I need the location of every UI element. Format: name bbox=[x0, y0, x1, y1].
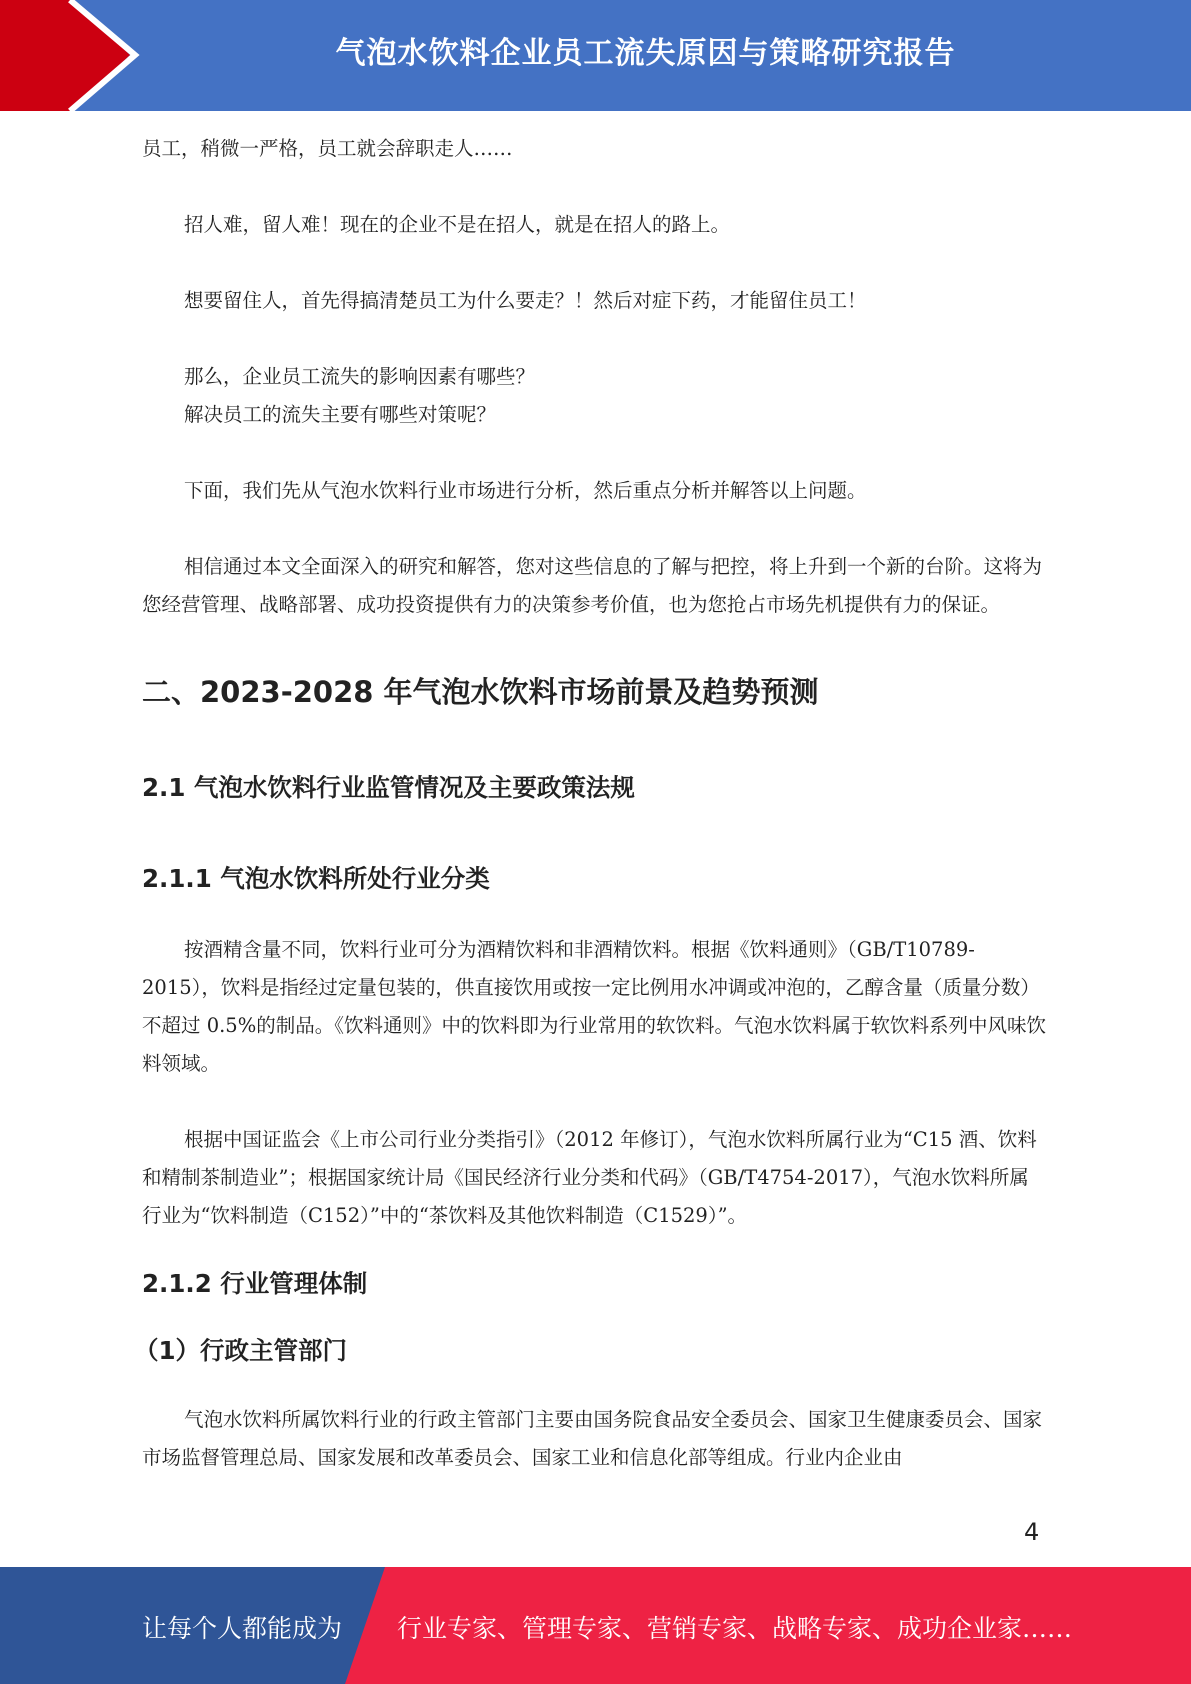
paragraph: 气泡水饮料所属饮料行业的行政主管部门主要由国务院食品安全委员会、国家卫生健康委员会、国家市场监督管理总局、国家发展和改革委员会、国家工业和信息化部等组成。行业内企业由 bbox=[142, 1408, 1043, 1469]
report-title: 气泡水饮料企业员工流失原因与策略研究报告 bbox=[335, 36, 956, 71]
paragraph: 招人难，留人难！现在的企业不是在招人，就是在招人的路上。 bbox=[184, 213, 731, 236]
item-heading: （1）行政主管部门 bbox=[134, 1336, 348, 1365]
subsubsection-heading: 2.1.1 气泡水饮料所处行业分类 bbox=[142, 864, 490, 893]
paragraph: 想要留住人，首先得搞清楚员工为什么要走？！然后对症下药，才能留住员工！ bbox=[184, 289, 867, 312]
page-number: 4 bbox=[1024, 1518, 1040, 1546]
paragraph: 相信通过本文全面深入的研究和解答，您对这些信息的了解与把控，将上升到一个新的台阶。这将为您经营管理、战略部署、成功投资提供有力的决策参考价值，也为您抢占市场先机提供有力的保证。 bbox=[142, 555, 1043, 616]
paragraph: 根据中国证监会《上市公司行业分类指引》（2012 年修订），气泡水饮料所属行业为“C15 酒、饮料和精制茶制造业”；根据国家统计局《国民经济行业分类和代码》（GB/T4754-2017），气泡水饮料所属行业为“饮料制造（C152）”中的“茶饮料及其他饮料制造（C1529）”。 bbox=[142, 1128, 1037, 1227]
paragraph: 按酒精含量不同，饮料行业可分为酒精饮料和非酒精饮料。根据《饮料通则》（GB/T10789-2015），饮料是指经过定量包装的，供直接饮用或按一定比例用水冲调或冲泡的，乙醇含量（质量分数）不超过 0.5%的制品。《饮料通则》中的饮料即为行业常用的软饮料。气泡水饮料属于软饮料系列中风味饮料领域。 bbox=[142, 938, 1046, 1075]
footer-slogan-right: 行业专家、管理专家、营销专家、战略专家、成功企业家…… bbox=[397, 1614, 1073, 1643]
paragraph: 那么，企业员工流失的影响因素有哪些？ bbox=[184, 365, 536, 388]
page-footer bbox=[0, 1567, 1191, 1684]
footer-slogan-left: 让每个人都能成为 bbox=[142, 1614, 343, 1643]
subsubsection-heading: 2.1.2 行业管理体制 bbox=[142, 1269, 368, 1298]
page-body bbox=[134, 130, 1047, 1477]
paragraph: 解决员工的流失主要有哪些对策呢？ bbox=[184, 403, 497, 426]
page-header bbox=[0, 0, 1191, 111]
paragraph: 下面，我们先从气泡水饮料行业市场进行分析，然后重点分析并解答以上问题。 bbox=[184, 479, 867, 502]
section-heading: 二、2023-2028 年气泡水饮料市场前景及趋势预测 bbox=[142, 675, 819, 709]
subsection-heading: 2.1 气泡水饮料行业监管情况及主要政策法规 bbox=[142, 773, 635, 802]
paragraph: 员工，稍微一严格，员工就会辞职走人…… bbox=[142, 137, 513, 160]
